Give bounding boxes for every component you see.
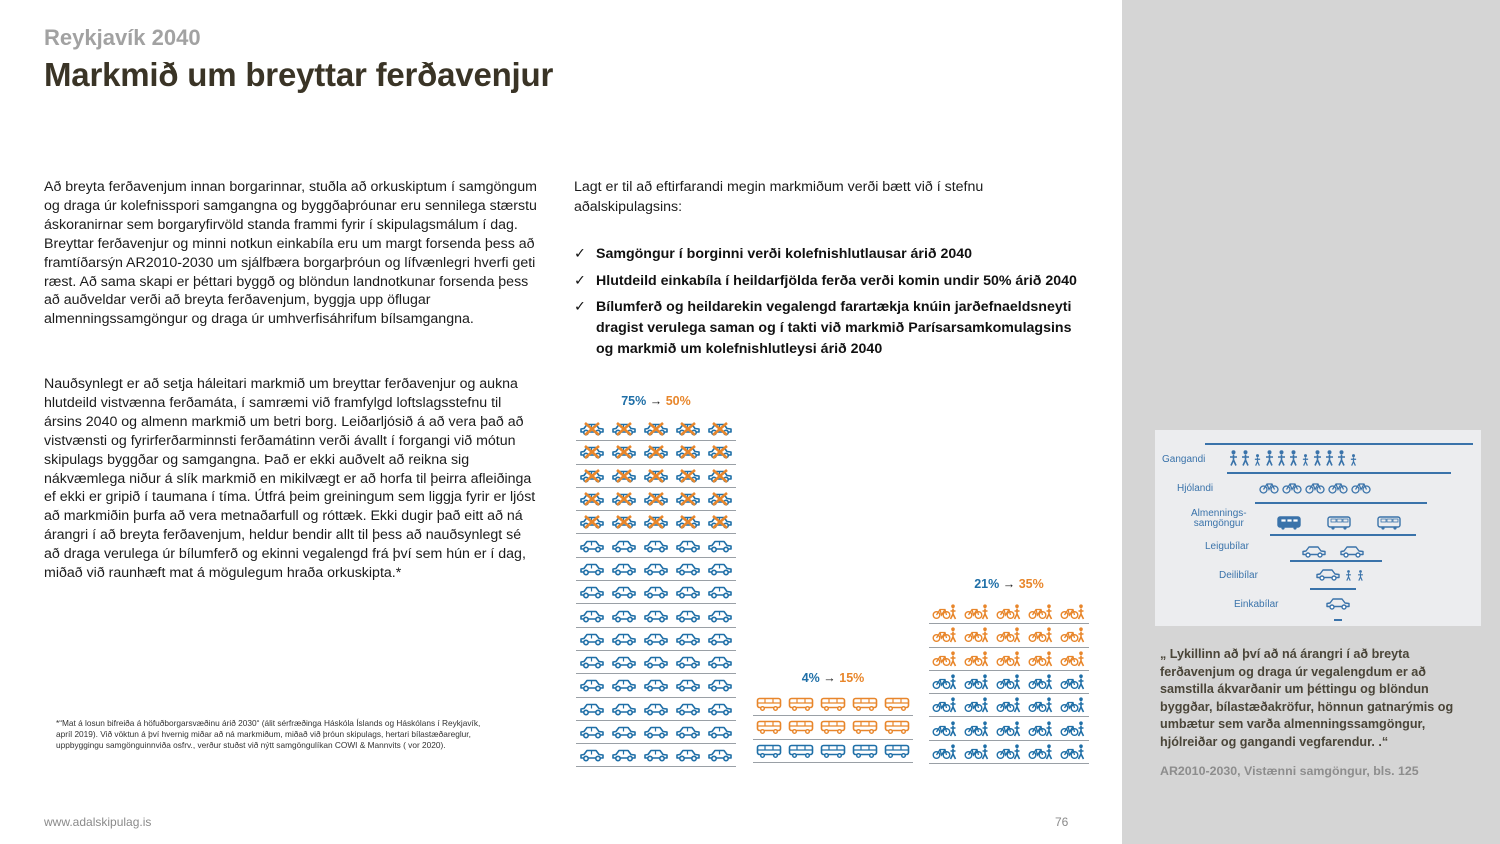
bike-walk-icon — [1060, 721, 1086, 737]
person-icon — [1253, 454, 1262, 466]
bus-icon — [756, 697, 782, 711]
person-icon — [1289, 450, 1298, 466]
pictogram-row — [576, 698, 736, 721]
pictogram-row — [576, 674, 736, 697]
car-icon — [643, 562, 669, 576]
pictogram-row — [753, 740, 913, 763]
check-icon: ✓ — [574, 299, 586, 315]
car-icon — [643, 702, 669, 716]
transit-icons — [1277, 512, 1404, 530]
bus-icon — [788, 697, 814, 711]
pictogram-row — [576, 418, 736, 441]
car-icon — [643, 492, 669, 506]
page-title: Markmið um breyttar ferðavenjur — [44, 56, 554, 93]
car-icon — [579, 445, 605, 459]
car-icon — [611, 725, 637, 739]
bike-walk-icon — [996, 651, 1022, 667]
car-icon — [643, 655, 669, 669]
bike-walk-icon — [1028, 604, 1054, 620]
quote-text: „ Lykillinn að því að ná árangri í að breyta ferðavenjum og draga úr vegalengdum er að samstilla ákvarðanir um þéttingu og blöndun byggðar, bílastæðakröfur, hönnun gatnarýmis og umbætur sem varða almenningssamgöngur, hjólreiðar og gangandi vegfarendur. .“ — [1160, 647, 1454, 749]
bike-walk-icon — [964, 604, 990, 620]
label-einkabilar: Einkabílar — [1234, 599, 1279, 610]
quote-source: AR2010-2030, Vistænni samgöngur, bls. 125 — [1160, 764, 1419, 778]
bicycle-icon — [1282, 482, 1302, 494]
pictogram-row — [576, 628, 736, 651]
car-icon — [611, 492, 637, 506]
bus-icon — [756, 720, 782, 734]
car-icon — [579, 469, 605, 483]
bike-walk-icon — [996, 744, 1022, 760]
pictogram-row — [576, 604, 736, 627]
car-icon — [643, 609, 669, 623]
car-share-icon — [1356, 570, 1365, 581]
bike-walk-icon — [1060, 674, 1086, 690]
car-icon — [707, 562, 733, 576]
label-almennings-1: Almennings- — [1191, 508, 1247, 519]
car-icon — [643, 725, 669, 739]
private-car-icon — [1325, 597, 1354, 610]
bicycle-icon — [1328, 482, 1348, 494]
pictogram-row — [576, 488, 736, 511]
bus-icon — [1354, 512, 1374, 530]
taxi-icon — [1330, 540, 1336, 558]
person-icon — [1313, 450, 1322, 466]
pictogram-row — [576, 465, 736, 488]
bike-walk-icon — [932, 627, 958, 643]
bus-icon — [852, 697, 878, 711]
car-icon — [675, 492, 701, 506]
person-icon — [1337, 450, 1346, 466]
car-icon — [611, 655, 637, 669]
car-icon — [611, 562, 637, 576]
car-icon — [611, 469, 637, 483]
car-icon — [579, 539, 605, 553]
bicycle-icon — [1351, 482, 1371, 494]
pictogram-row — [929, 741, 1089, 764]
car-share-current: 75% — [621, 394, 647, 408]
bus-icon — [820, 720, 846, 734]
car-icon — [707, 655, 733, 669]
hierarchy-line — [1310, 588, 1356, 590]
bicycle-icon — [1305, 482, 1325, 494]
car-icon — [611, 539, 637, 553]
person-icon — [1301, 454, 1310, 466]
pictogram-row — [929, 718, 1089, 741]
bike-walk-icon — [1028, 651, 1054, 667]
label-hjolandi: Hjólandi — [1177, 483, 1214, 494]
hierarchy-line — [1270, 534, 1416, 536]
car-icon — [611, 678, 637, 692]
bike-walk-icon — [932, 674, 958, 690]
pictogram-row — [753, 693, 913, 716]
pictogram-row — [929, 648, 1089, 671]
label-leigubilar: Leigubílar — [1205, 541, 1249, 552]
bus-share-label — [753, 671, 913, 685]
car-icon — [707, 748, 733, 762]
bike-walk-icon — [932, 721, 958, 737]
car-icon — [675, 632, 701, 646]
car-icon — [643, 422, 669, 436]
car-icon — [675, 702, 701, 716]
bus-share-target: 15% — [839, 671, 865, 685]
car-icon — [675, 562, 701, 576]
pictogram-row — [576, 581, 736, 604]
bike-walk-icon — [1028, 697, 1054, 713]
check-icon: ✓ — [574, 246, 586, 262]
car-icon — [579, 562, 605, 576]
bus-icon — [788, 720, 814, 734]
car-icon — [643, 539, 669, 553]
bus-icon — [884, 744, 910, 758]
car-icon — [675, 422, 701, 436]
label-almennings-2: samgöngur — [1193, 518, 1244, 529]
car-icon — [675, 748, 701, 762]
bus-icon — [820, 744, 846, 758]
bus-icon — [1277, 516, 1301, 530]
car-icon — [707, 609, 733, 623]
car-icon — [611, 445, 637, 459]
car-icon — [611, 632, 637, 646]
bus-icon — [1304, 512, 1324, 530]
bus-icon — [1377, 516, 1401, 530]
car-icon — [707, 422, 733, 436]
pictogram-row — [929, 601, 1089, 624]
bike-walk-icon — [932, 604, 958, 620]
car-icon — [675, 678, 701, 692]
bus-icon — [756, 744, 782, 758]
transport-hierarchy-diagram — [1155, 430, 1481, 626]
goals-intro: Lagt er til að eftirfarandi megin markmiðum verði bætt við í stefnu aðalskipulagsins: — [574, 179, 984, 215]
footnote: *“Mat á losun bifreiða á höfuðborgarsvæðinu árið 2030“ (álit sérfræðinga Háskóla Íslands og Háskólans í Reykjavík, apríl 2019). Við vöktun á því hvernig miðar að ná markmiðum, miðað við þróun skipulags, hertari bílastæðareglur, uppbyggingu samgönguinnviða osfrv., verður stuðst við nýtt samgöngulíkan COWI & Mannvits ( vor 2020). — [56, 718, 481, 751]
car-icon — [707, 492, 733, 506]
pictogram-row — [929, 671, 1089, 694]
car-icon — [579, 725, 605, 739]
taxi-icon — [1301, 545, 1327, 558]
bike-walk-icon — [1060, 627, 1086, 643]
car-icon — [611, 702, 637, 716]
car-icon — [1325, 597, 1351, 610]
person-icon — [1265, 450, 1274, 466]
person-icon — [1277, 450, 1286, 466]
car-icon — [707, 469, 733, 483]
car-icon — [643, 748, 669, 762]
bus-share-current: 4% — [801, 671, 820, 685]
goal-item — [574, 271, 1084, 292]
bike-walk-icon — [964, 674, 990, 690]
bike-walk-icon — [964, 721, 990, 737]
bike-walk-icon — [964, 627, 990, 643]
car-icon — [707, 539, 733, 553]
car-icon — [707, 725, 733, 739]
goal-text: Samgöngur í borginni verði kolefnishlutlausar árið 2040 — [596, 246, 973, 262]
car-icon — [579, 748, 605, 762]
bike-walk-icon — [1060, 651, 1086, 667]
bus-icon — [788, 744, 814, 758]
active-share-target: 35% — [1018, 577, 1044, 591]
active-share-current: 21% — [974, 577, 1000, 591]
taxi-icons — [1301, 540, 1368, 558]
page-number: 76 — [1055, 815, 1069, 829]
pictogram-row — [576, 535, 736, 558]
bicycle-icon — [1259, 482, 1279, 494]
body-paragraph-1: Að breyta ferðavenjum innan borgarinnar, stuðla að orkuskiptum í samgöngum og draga úr kolefnisspori samgangna og byggðaþróunar eru sennilega stærstu áskoranirnar sem borgaryfirvöld standa frammi fyrir í skipulagsmálum í dag. Breyttar ferðavenjur og minni notkun einkabíla eru um margt forsenda þess að framtíðarsýn AR2010-2030 um sjálfbæra borgarþróun og lífvænlegri hverfi geti ræst. Að sama skapi er þéttari byggð og blöndun landnotkunar forsenda þess að auðveldar verði að breyta ferðavenjum, byggja upp öflugar almenningssamgöngur og draga úr umhverfisáhrifum bílsamgangna. — [44, 179, 537, 328]
arrow-icon: → — [1002, 577, 1016, 591]
taxi-icon — [1339, 545, 1365, 558]
bike-walk-icon — [1060, 697, 1086, 713]
car-icon — [579, 678, 605, 692]
car-icon — [643, 445, 669, 459]
car-icon — [675, 725, 701, 739]
car-icon — [707, 678, 733, 692]
car-icon — [611, 585, 637, 599]
active-share-label — [929, 577, 1089, 591]
car-icon — [707, 632, 733, 646]
car-icon — [643, 515, 669, 529]
check-icon: ✓ — [574, 272, 586, 289]
person-icon — [1349, 454, 1358, 466]
car-icon — [643, 632, 669, 646]
car-icon — [675, 445, 701, 459]
bike-walk-icon — [996, 674, 1022, 690]
bike-walk-icon — [996, 697, 1022, 713]
car-icon — [675, 609, 701, 623]
bike-walk-icon — [932, 744, 958, 760]
car-icon — [611, 748, 637, 762]
bike-walk-icon — [996, 604, 1022, 620]
bike-walk-icon — [996, 721, 1022, 737]
pictogram-row — [576, 511, 736, 534]
car-icon — [579, 632, 605, 646]
pictogram-row — [929, 694, 1089, 717]
pictogram-row — [576, 651, 736, 674]
footer-website: www.adalskipulag.is — [44, 815, 152, 829]
car-icon — [611, 609, 637, 623]
label-almennings — [1191, 509, 1247, 529]
car-icon — [643, 469, 669, 483]
pictogram-row — [929, 624, 1089, 647]
goals-list — [574, 244, 1084, 366]
car-icon — [579, 585, 605, 599]
car-icon — [643, 678, 669, 692]
bus-icon — [852, 720, 878, 734]
bus-icon — [820, 697, 846, 711]
car-icon — [675, 539, 701, 553]
car-icon — [579, 702, 605, 716]
bike-walk-icon — [964, 744, 990, 760]
bus-icon — [852, 744, 878, 758]
hierarchy-line — [1255, 502, 1427, 504]
pictogram-row — [753, 716, 913, 739]
goal-text: Bílumferð og heildarekin vegalengd farartækja knúin jarðefnaeldsneyti dragist verulega saman og í takti við markmið Parísarsamkomulagsins og markmið um kolefnishlutleysi árið 2040 — [596, 299, 1072, 357]
car-icon — [707, 702, 733, 716]
bike-walk-icon — [932, 697, 958, 713]
bus-icon — [1327, 516, 1351, 530]
car-icon — [579, 515, 605, 529]
bike-walk-icon — [1028, 744, 1054, 760]
car-icon — [643, 585, 669, 599]
bus-icon — [884, 720, 910, 734]
car-icon — [579, 655, 605, 669]
bike-walk-icon — [1028, 721, 1054, 737]
car-icon — [707, 515, 733, 529]
walker-icons — [1229, 450, 1361, 466]
car-icon — [707, 445, 733, 459]
car-share-icon — [1344, 570, 1353, 581]
bike-walk-icon — [996, 627, 1022, 643]
goal-item — [574, 297, 1084, 360]
bike-walk-icon — [964, 697, 990, 713]
person-icon — [1229, 450, 1238, 466]
goal-text: Hlutdeild einkabíla í heildarfjölda ferða verði komin undir 50% árið 2040 — [596, 272, 1077, 289]
bike-walk-icon — [932, 651, 958, 667]
hierarchy-line — [1205, 443, 1473, 445]
car-icon — [707, 585, 733, 599]
car-icon — [579, 609, 605, 623]
hierarchy-line — [1334, 619, 1342, 621]
label-gangandi: Gangandi — [1162, 454, 1206, 465]
pictogram-row — [576, 721, 736, 744]
person-icon — [1325, 450, 1334, 466]
bike-walk-icon — [1060, 744, 1086, 760]
car-icon — [579, 492, 605, 506]
person-icon — [1241, 450, 1250, 466]
car-icon — [675, 585, 701, 599]
goal-item — [574, 244, 1084, 265]
bike-walk-icon — [1060, 604, 1086, 620]
bus-icon — [884, 697, 910, 711]
arrow-icon: → — [823, 671, 836, 685]
body-paragraph-2: Nauðsynlegt er að setja háleitari markmið um breyttar ferðavenjur og aukna hlutdeild vistvænna ferðamáta, í samræmi við framfylgd loftslagsstefnu til ársins 2040 og almenn markmið um betri borg. Leiðarljósið á að vera það að vistvænsti og fyrirferðarminnsti ferðamátinn verði ávallt í forgangi við mótun skipulags byggðar og samgangna. Það er ekki auðvelt að reikna sig nákvæmlega niður á slík markmið en mikilvægt er að horfa til þeirra afleiðinga ef ekki er gripið í taumana í tíma. Útfrá þeim greiningum sem liggja fyrir er ljóst að markmiðin þurfa að vera metnaðarfull og róttæk. Ekki dugir það eitt að ná árangri í að breyta ferðavenjum, heldur bendir allt til þess að nauðsynlegt sé að draga verulega úr bílumferð og ekinni vegalengd frá því sem hún er í dag, miðað við raunhæft mat á mögulegum hraða orkuskipta.* — [44, 376, 536, 582]
pictogram-row — [576, 558, 736, 581]
pictogram-row — [576, 744, 736, 767]
car-icon — [611, 515, 637, 529]
page-kicker: Reykjavík 2040 — [44, 25, 201, 50]
car-icon — [611, 422, 637, 436]
shared-car-icons — [1315, 568, 1368, 581]
hierarchy-line — [1290, 560, 1382, 562]
label-deilibilar: Deilibílar — [1219, 570, 1258, 581]
car-share-label — [576, 394, 736, 408]
bike-walk-icon — [964, 651, 990, 667]
car-icon — [675, 469, 701, 483]
pictogram-row — [576, 441, 736, 464]
car-share-target: 50% — [665, 394, 691, 408]
arrow-icon: → — [649, 394, 663, 408]
car-icon — [675, 515, 701, 529]
bike-walk-icon — [1028, 674, 1054, 690]
hierarchy-line — [1227, 472, 1451, 474]
car-icon — [579, 422, 605, 436]
bike-walk-icon — [1028, 627, 1054, 643]
car-share-icon — [1315, 568, 1341, 581]
bicycle-icons — [1259, 482, 1374, 494]
car-icon — [675, 655, 701, 669]
